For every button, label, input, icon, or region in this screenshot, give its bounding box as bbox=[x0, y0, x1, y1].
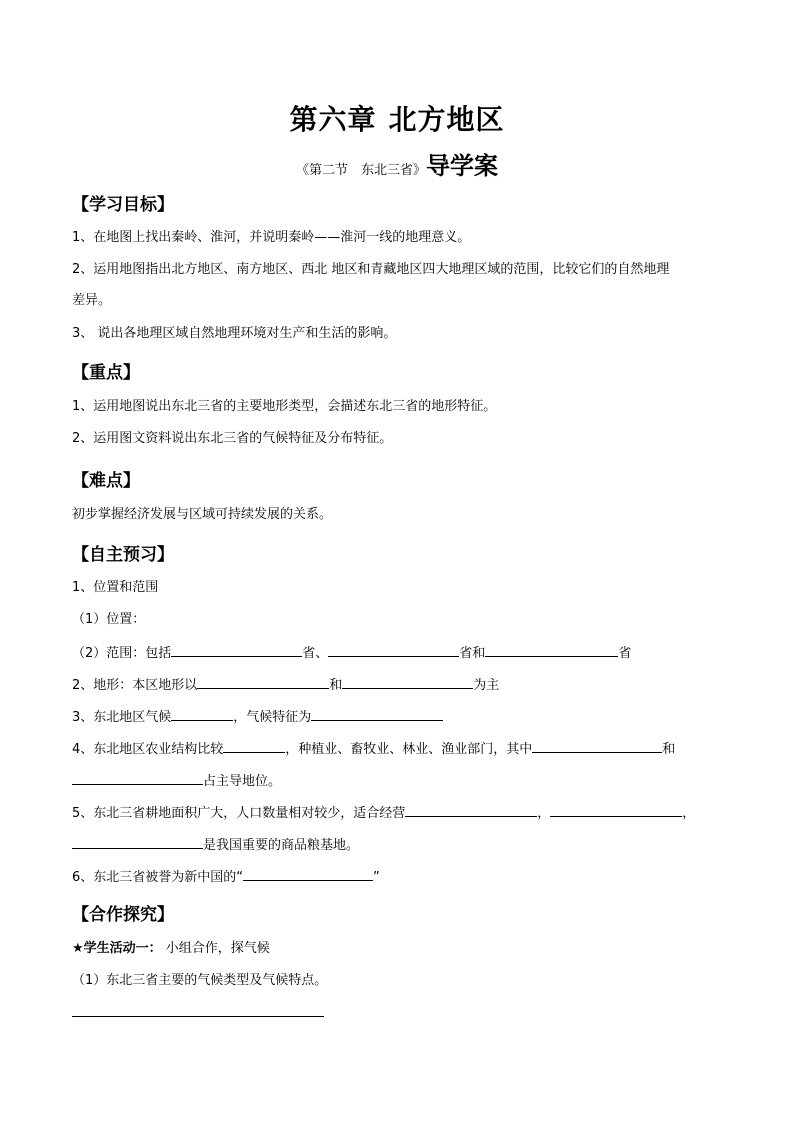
province-blank-3[interactable] bbox=[485, 644, 618, 657]
preview-q3 bbox=[72, 708, 443, 726]
preview-q4-line-2 bbox=[72, 772, 281, 790]
preview-q2 bbox=[72, 676, 499, 694]
province-blank-1[interactable] bbox=[171, 644, 302, 657]
preview-q5-line-2 bbox=[72, 836, 359, 854]
section-label: 《第二节 东北三省》 bbox=[295, 163, 426, 178]
q3-prefix: 3、东北地区气候 bbox=[72, 710, 172, 725]
terrain-blank-1[interactable] bbox=[197, 676, 329, 689]
objective-item-3: 3、 说出各地理区域自然地理环境对生产和生活的影响。 bbox=[72, 326, 397, 341]
q1b-suffix: 省 bbox=[618, 646, 632, 661]
key-point-item-2: 2、运用图文资料说出东北三省的气候特征及分布特征。 bbox=[72, 431, 393, 446]
q4-mid: ，种植业、畜牧业、林业、渔业部门，其中 bbox=[285, 742, 533, 757]
farming-blank-2[interactable] bbox=[550, 804, 682, 817]
farming-blank-1[interactable] bbox=[405, 804, 537, 817]
cooperation-heading: 【合作探究】 bbox=[72, 905, 174, 925]
dominant-sector-blank-1[interactable] bbox=[532, 740, 662, 753]
objective-item-2-line-2: 差异。 bbox=[72, 293, 112, 308]
q6-suffix: ” bbox=[373, 870, 380, 885]
q4-suffix: 和 bbox=[662, 742, 676, 757]
preview-q1: 1、位置和范围 bbox=[72, 580, 159, 595]
activity-text: 小组合作，探气候 bbox=[161, 941, 270, 956]
province-blank-2[interactable] bbox=[328, 644, 459, 657]
q5-prefix: 5、东北三省耕地面积广大，人口数量相对较少，适合经营 bbox=[72, 806, 406, 821]
preview-q1b bbox=[72, 644, 631, 662]
nickname-blank[interactable] bbox=[243, 868, 373, 881]
q5-comma-1: ， bbox=[537, 806, 551, 821]
doc-type-label: 导学案 bbox=[426, 151, 498, 180]
q3-mid: ，气候特征为 bbox=[233, 710, 312, 725]
preview-q1a: （1）位置： bbox=[72, 612, 146, 627]
subtitle bbox=[0, 146, 794, 181]
climate-feature-blank[interactable] bbox=[311, 708, 443, 721]
key-points-heading: 【重点】 bbox=[72, 363, 140, 383]
terrain-blank-2[interactable] bbox=[342, 676, 473, 689]
preview-q4-line-1 bbox=[72, 740, 675, 758]
q1b-mid1: 省、 bbox=[302, 646, 329, 661]
answer-line[interactable] bbox=[72, 1016, 324, 1017]
objective-item-2-line-1: 2、运用地图指出北方地区、南方地区、西北 地区和青藏地区四大地理区域的范围，比较它们的自然地理 bbox=[72, 262, 670, 277]
objectives-heading: 【学习目标】 bbox=[72, 195, 174, 215]
cooperation-q1: （1）东北三省主要的气候类型及气候特点。 bbox=[72, 973, 328, 988]
q6-prefix: 6、东北三省被誉为新中国的“ bbox=[72, 870, 244, 885]
grain-base-blank[interactable] bbox=[72, 836, 203, 849]
region-label: 北方地区 bbox=[388, 103, 505, 136]
page-title bbox=[0, 98, 794, 138]
q2-mid: 和 bbox=[329, 678, 343, 693]
q1b-prefix: （2）范围：包括 bbox=[72, 646, 172, 661]
q5-line2-suffix: 是我国重要的商品粮基地。 bbox=[203, 838, 360, 853]
activity-1 bbox=[72, 941, 270, 957]
dominant-sector-blank-2[interactable] bbox=[72, 772, 203, 785]
q4-prefix: 4、东北地区农业结构比较 bbox=[72, 742, 224, 757]
q4-line2-suffix: 占主导地位。 bbox=[203, 774, 282, 789]
agriculture-blank[interactable] bbox=[223, 740, 285, 753]
chapter-label: 第六章 bbox=[289, 103, 377, 136]
objective-item-1: 1、在地图上找出秦岭、淮河，并说明秦岭——淮河一线的地理意义。 bbox=[72, 230, 471, 245]
q5-comma-2: ， bbox=[682, 806, 696, 821]
q2-prefix: 2、地形：本区地形以 bbox=[72, 678, 198, 693]
preview-q6 bbox=[72, 868, 380, 886]
q2-suffix: 为主 bbox=[473, 678, 500, 693]
difficulty-item-1: 初步掌握经济发展与区域可持续发展的关系。 bbox=[72, 507, 333, 522]
key-point-item-1: 1、运用地图说出东北三省的主要地形类型，会描述东北三省的地形特征。 bbox=[72, 399, 497, 414]
preview-heading: 【自主预习】 bbox=[72, 545, 174, 565]
preview-q5-line-1 bbox=[72, 804, 695, 822]
q1b-mid2: 省和 bbox=[459, 646, 486, 661]
climate-blank[interactable] bbox=[171, 708, 233, 721]
difficulties-heading: 【难点】 bbox=[72, 471, 140, 491]
activity-label: ★学生活动一： bbox=[72, 941, 162, 956]
